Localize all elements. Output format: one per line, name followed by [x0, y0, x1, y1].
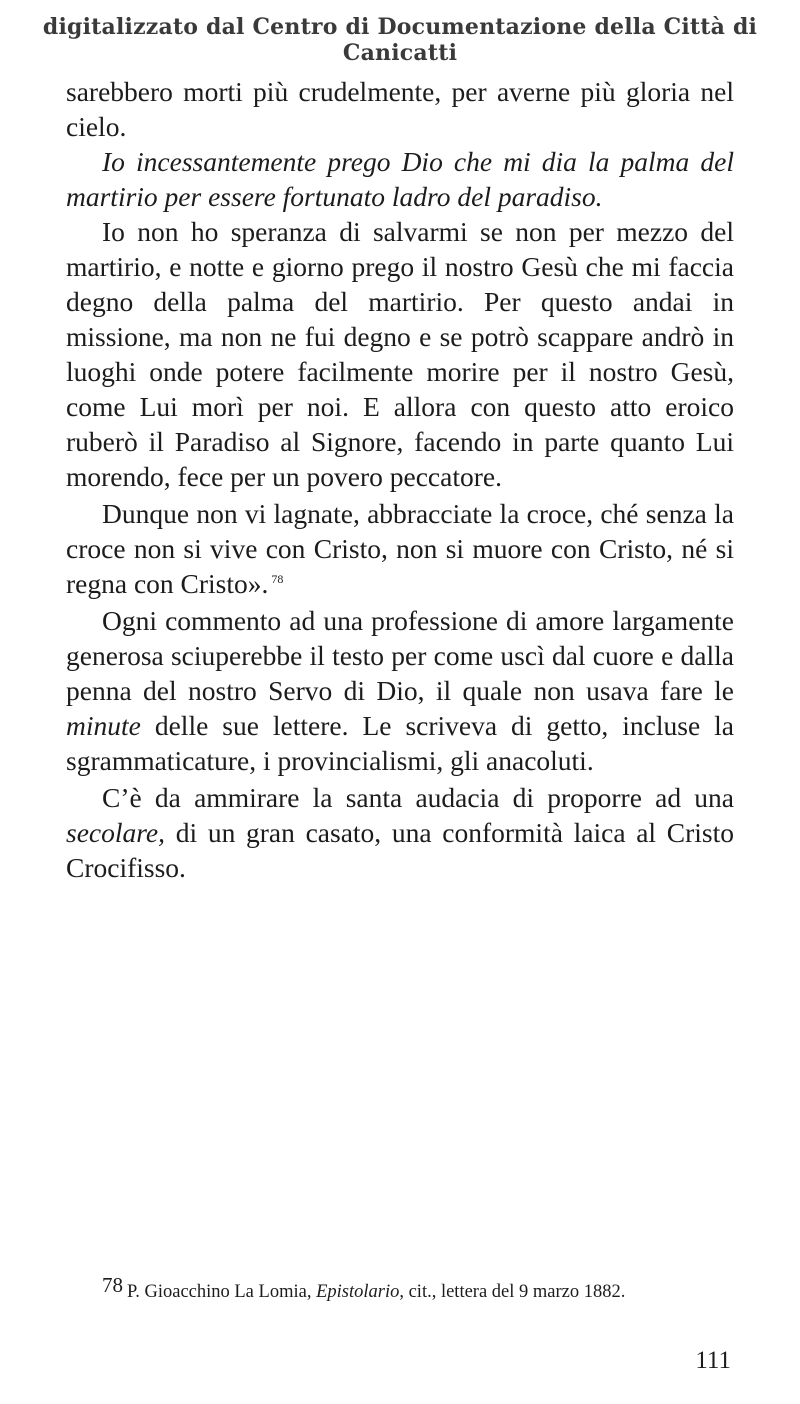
paragraph-6-text-a: C’è da ammirare la santa audacia di proporre ad una: [102, 782, 734, 813]
page-number: 111: [695, 1347, 731, 1374]
digitization-watermark: digitalizzato dal Centro di Documentazione della Città di Canicatti: [42, 14, 758, 66]
footnote-italic-title: Epistolario: [316, 1282, 400, 1302]
paragraph-5-text-b: delle sue lettere. Le scriveva di getto, incluse la sgrammaticature, i provincialismi, gli anacoluti.: [66, 710, 734, 776]
footnote-text-b: , cit., lettera del 9 marzo 1882.: [399, 1282, 626, 1302]
paragraph-5: [66, 603, 734, 778]
paragraph-2-italic: Io incessantemente prego Dio che mi dia la palma del martirio per essere fortunato ladro del paradiso.: [66, 146, 734, 212]
footnote-number: 78: [102, 1273, 123, 1297]
paragraph-6-text-b: di un gran casato, una conformità laica al Cristo Crocifisso.: [66, 817, 734, 883]
footnote-reference: 78: [271, 572, 284, 586]
paragraph-4: [66, 496, 734, 601]
footnote-text-a: P. Gioacchino La Lomia,: [127, 1282, 317, 1302]
paragraph-2: [66, 144, 734, 214]
paragraph-6-italic: secolare,: [66, 817, 166, 848]
paragraph-6: [66, 780, 734, 885]
paragraph-4-text: Dunque non vi lagnate, abbracciate la croce, ché senza la croce non si vive con Cristo, non si muore con Cristo, né si regna con Cristo».: [66, 498, 734, 599]
paragraph-5-italic: minute: [66, 710, 141, 741]
footnote: [102, 1273, 626, 1303]
paragraph-3: Io non ho speranza di salvarmi se non per mezzo del martirio, e notte e giorno prego il nostro Gesù che mi faccia degno della palma del martirio. Per questo andai in missione, ma non ne fui degno e se potrò scappare andrò in luoghi onde potere facilmente morire per il nostro Gesù, come Lui morì per noi. E allora con questo atto eroico ruberò il Paradiso al Signore, facendo in parte quanto Lui morendo, fece per un povero peccatore.: [66, 216, 734, 492]
paragraph-1: sarebbero morti più crudelmente, per averne più gloria nel cielo.: [66, 76, 734, 142]
paragraph-5-text-a: Ogni commento ad una professione di amore largamente generosa sciuperebbe il testo per come uscì dal cuore e dalla penna del nostro Servo di Dio, il quale non usava fare le: [66, 605, 734, 706]
body-text: [66, 74, 734, 885]
